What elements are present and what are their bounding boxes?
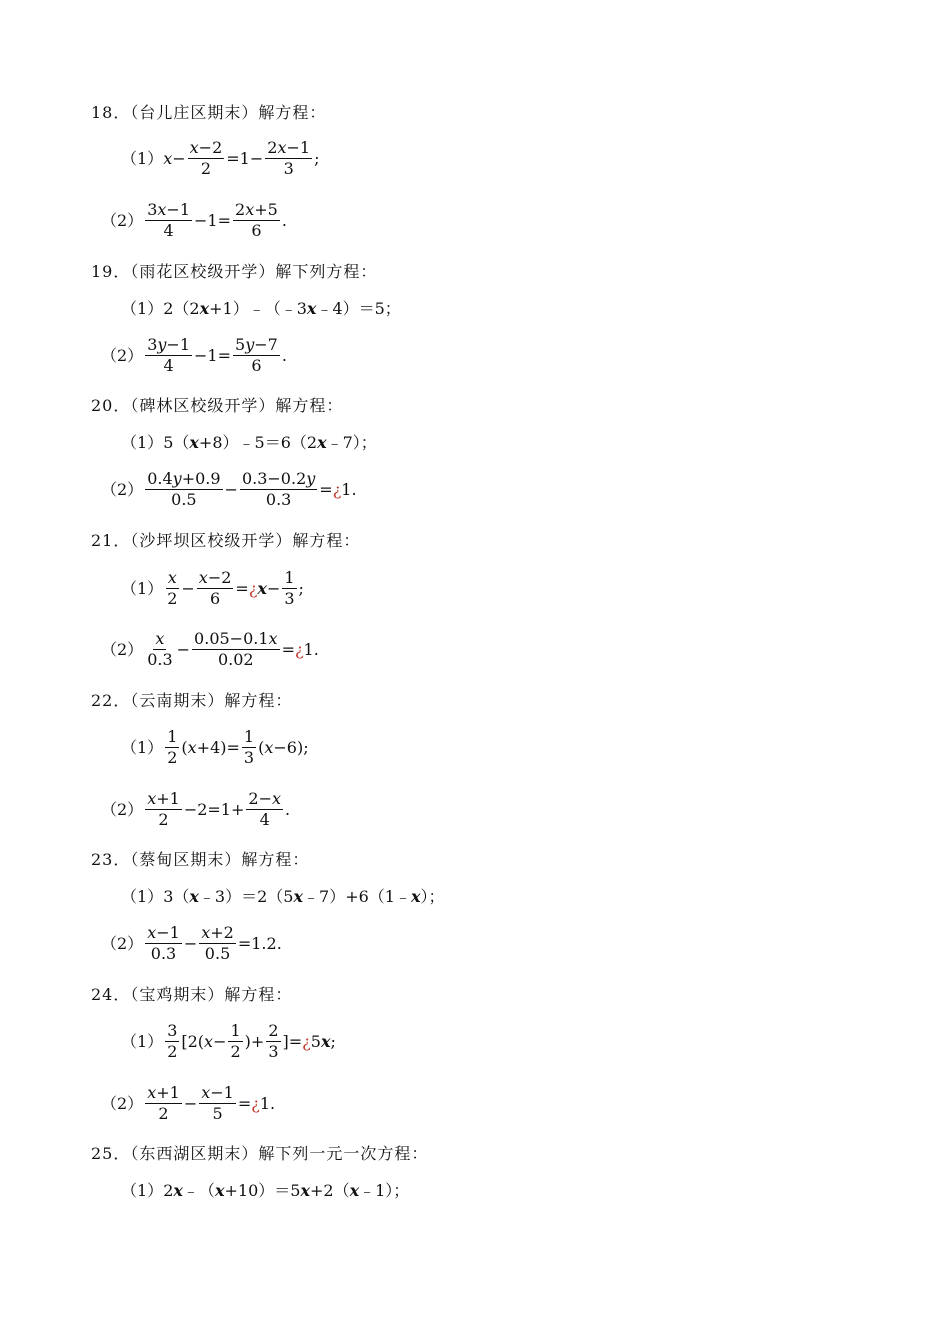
equation: （1）2（2x+1）﹣（﹣3x﹣4）＝5； <box>121 299 401 318</box>
problem-header: 21．（沙坪坝区校级开学）解方程： <box>91 531 361 550</box>
problem-header: 23．（蔡甸区期末）解方程： <box>91 850 310 869</box>
problem-header: 20．（碑林区校级开学）解方程： <box>91 396 344 415</box>
problem-header: 25．（东西湖区期末）解下列一元一次方程： <box>91 1144 429 1163</box>
equation: （1） $\frac{3}{2}$ [2( x − $\frac{1}{2}$ )+ $\frac{2}{3}$ ]= ¿ 5 x ; <box>121 1021 336 1061</box>
problem-header: 24．（宝鸡期末）解方程： <box>91 985 293 1004</box>
equation: （2） $\frac{3y-1}{4}$ −1= $\frac{5y-7}{6}$ . <box>101 335 287 375</box>
equation: （2） $\frac{0.4y+0.9}{0.5}$ − $\frac{0.3-0.2y}{0.3}$ = ¿ 1. <box>101 469 357 509</box>
problem-header: 18．（台儿庄区期末）解方程： <box>91 103 327 122</box>
equation: （2） $\frac{x}{0.3}$ − $\frac{0.05-0.1x}{0.02}$ = ¿ 1. <box>101 629 319 669</box>
equation: （2） $\frac{x+1}{2}$ −2=1+ $\frac{2-x}{4}$ . <box>101 789 291 829</box>
equation: （1） x − $\frac{x-2}{2}$ =1− $\frac{2x-1}{3}$ ; <box>121 138 320 178</box>
equation: （2） $\frac{x+1}{2}$ − $\frac{x-1}{5}$ = ¿ 1. <box>101 1083 276 1123</box>
problem-header: 19．（雨花区校级开学）解下列方程： <box>91 262 378 281</box>
equation: （1） $\frac{x}{2}$ − $\frac{x-2}{6}$ = ¿ x − $\frac{1}{3}$ ; <box>121 568 304 608</box>
equation: （2） $\frac{x-1}{0.3}$ − $\frac{x+2}{0.5}$ =1.2. <box>101 923 282 963</box>
equation: （2） $\frac{3x-1}{4}$ −1= $\frac{2x+5}{6}$ . <box>101 200 287 240</box>
equation: （1） $\frac{1}{2}$ ( x +4)= $\frac{1}{3}$ ( x −6); <box>121 727 309 767</box>
problem-header: 22．（云南期末）解方程： <box>91 691 293 710</box>
equation: （1）2x﹣（x+10）＝5x+2（x﹣1）； <box>121 1181 410 1200</box>
equation: （1）5（x+8）﹣5＝6（2x﹣7）； <box>121 433 377 452</box>
equation: （1）3（x﹣3）＝2（5x﹣7）+6（1﹣x）； <box>121 887 445 906</box>
